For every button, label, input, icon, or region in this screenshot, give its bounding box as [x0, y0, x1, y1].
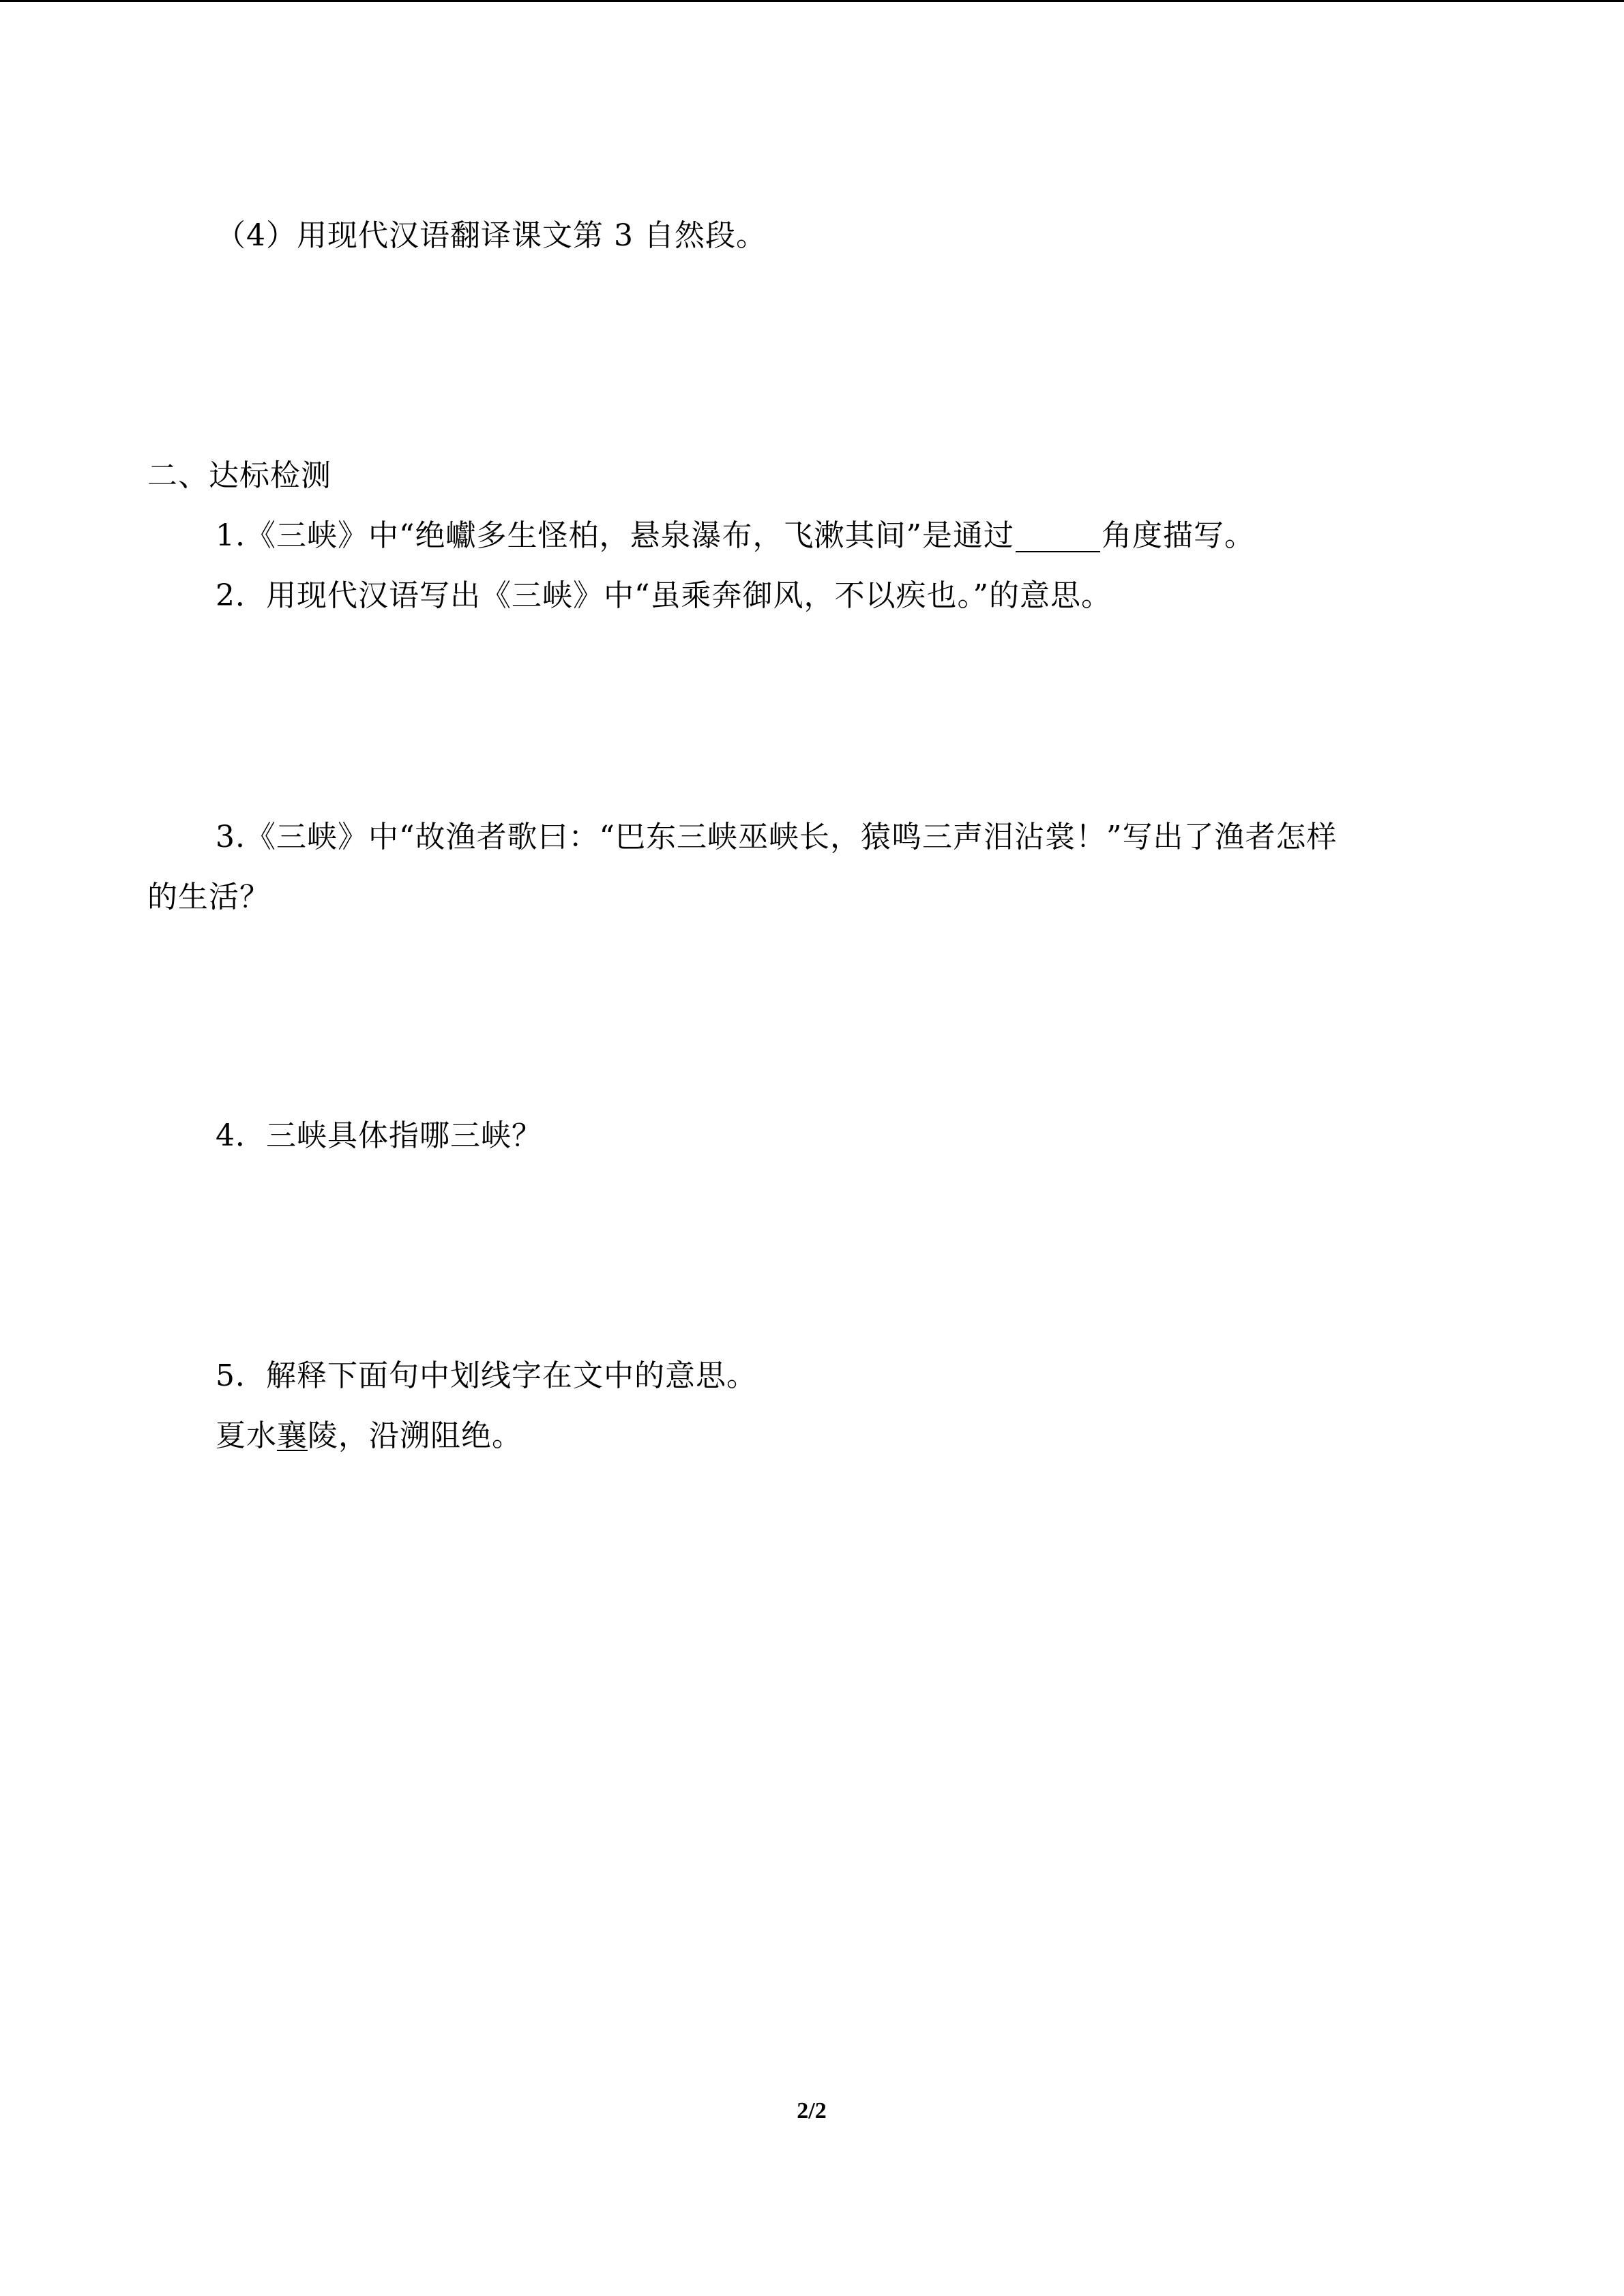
sentence-end: 陵，沿溯阻绝。	[308, 1418, 522, 1453]
section-2-heading: 二、达标检测	[147, 458, 331, 493]
question-4-translate: （4）用现代汉语翻译课文第 3 自然段。	[216, 218, 767, 253]
check-item-3-line-1: 3.《三峡》中“故渔者歌曰：“巴东三峡巫峡长，猿鸣三声泪沾裳！”写出了渔者怎样	[216, 820, 1338, 854]
check-item-4: 4．三峡具体指哪三峡？	[216, 1118, 542, 1153]
check-item-5-sentence	[216, 1417, 522, 1455]
underlined-character: 襄	[277, 1418, 308, 1453]
sentence-start: 夏水	[216, 1418, 277, 1453]
answer-blank[interactable]	[1016, 551, 1100, 552]
check-item-2: 2．用现代汉语写出《三峡》中“虽乘奔御风，不以疾也。”的意思。	[216, 578, 1112, 613]
check-item-1	[216, 517, 1255, 555]
check-item-3-line-2: 的生活？	[147, 880, 270, 914]
check-item-1-tail: 角度描写。	[1101, 518, 1255, 553]
check-item-1-text: 1.《三峡》中“绝巘多生怪柏，悬泉瀑布，飞漱其间”是通过	[216, 518, 1014, 553]
page-number: 2/2	[797, 2098, 827, 2123]
check-item-5: 5．解释下面句中划线字在文中的意思。	[216, 1358, 757, 1393]
page-top-border	[0, 0, 1624, 2]
